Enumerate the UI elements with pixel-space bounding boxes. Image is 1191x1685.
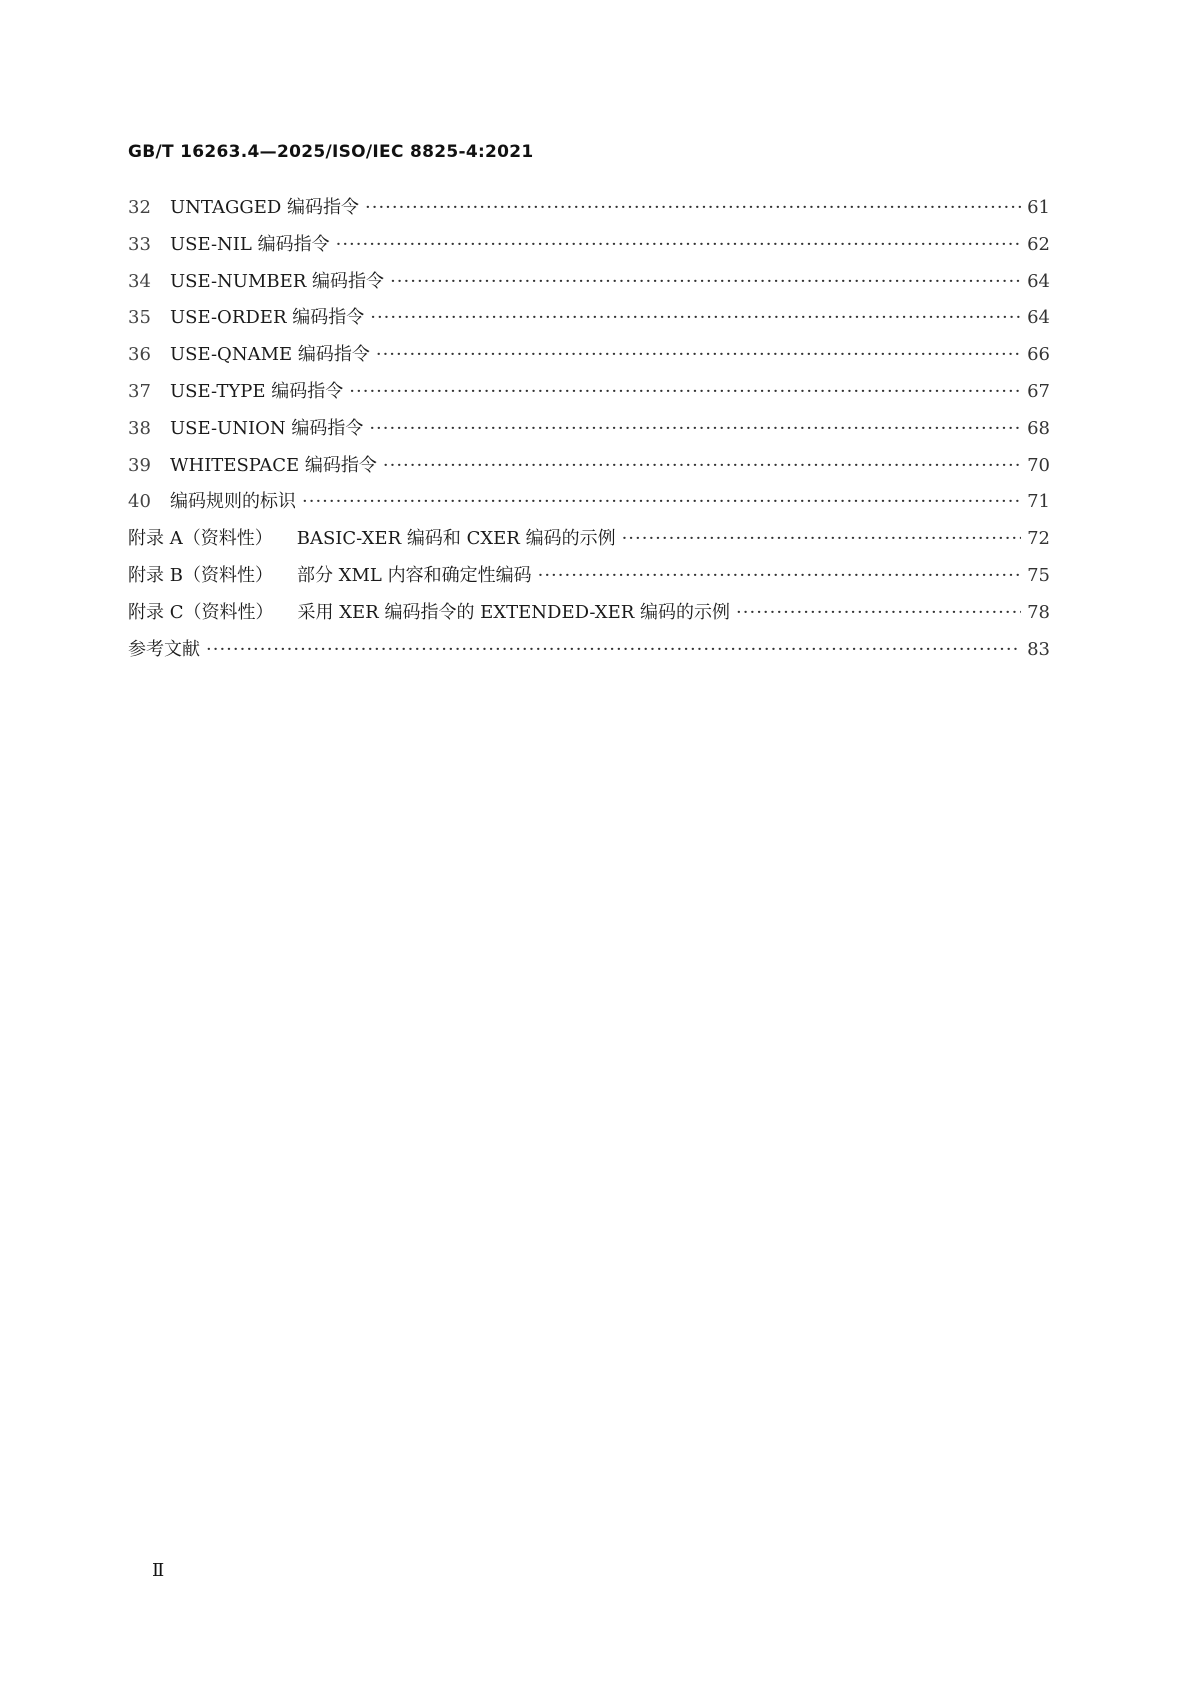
toc-entry-number: 36 — [128, 344, 151, 366]
toc-entry-number: 32 — [128, 197, 151, 218]
document-header — [128, 142, 534, 162]
toc-entry-page: 71 — [1027, 491, 1050, 513]
toc-entry-32[interactable] — [128, 190, 1050, 227]
toc-entry-title: USE-TYPE 编码指令 — [170, 380, 344, 402]
toc-entry-title: UNTAGGED 编码指令 — [170, 197, 359, 218]
toc-entry-34[interactable] — [128, 264, 1050, 301]
dot-leader — [365, 190, 1021, 227]
dot-leader — [736, 595, 1021, 632]
references-page: 83 — [1027, 638, 1050, 660]
toc-entry-title: USE-UNION 编码指令 — [170, 417, 364, 439]
toc-entry-number: 37 — [128, 380, 151, 402]
toc-entry-page: 70 — [1027, 454, 1050, 476]
dot-leader — [538, 558, 1022, 595]
dot-leader — [383, 448, 1021, 485]
toc-entry-number: 38 — [128, 417, 151, 439]
toc-entry-40[interactable] — [128, 484, 1050, 521]
toc-appendix-b[interactable] — [128, 558, 1050, 595]
standard-number: GB/T 16263.4—2025/ISO/IEC 8825-4:2021 — [128, 142, 534, 162]
appendix-label: 附录 C（资料性） — [128, 601, 274, 623]
toc-entry-title: USE-NUMBER 编码指令 — [170, 270, 385, 292]
dot-leader — [336, 227, 1022, 264]
appendix-page: 78 — [1027, 601, 1050, 623]
toc-entry-39[interactable] — [128, 448, 1050, 485]
toc-appendix-a[interactable] — [128, 521, 1050, 558]
toc-entry-33[interactable] — [128, 227, 1050, 264]
toc-entry-title: WHITESPACE 编码指令 — [170, 454, 377, 476]
dot-leader — [302, 484, 1021, 521]
toc-entry-page: 61 — [1027, 197, 1050, 218]
dot-leader — [390, 264, 1021, 301]
toc-entry-page: 67 — [1027, 380, 1050, 402]
dot-leader — [369, 411, 1021, 448]
appendix-label: 附录 B（资料性） — [128, 564, 273, 586]
dot-leader — [376, 337, 1021, 374]
toc-entry-number: 33 — [128, 233, 151, 255]
toc-entry-number: 34 — [128, 270, 151, 292]
dot-leader — [206, 632, 1021, 669]
toc-entry-title: USE-NIL 编码指令 — [170, 233, 330, 255]
toc-entry-page: 64 — [1027, 307, 1050, 329]
toc-entry-page: 62 — [1027, 233, 1050, 255]
toc-entry-title: USE-ORDER 编码指令 — [170, 307, 365, 329]
appendix-title: 采用 XER 编码指令的 EXTENDED-XER 编码的示例 — [297, 601, 731, 623]
appendix-title: 部分 XML 内容和确定性编码 — [296, 564, 532, 586]
toc-references[interactable] — [128, 632, 1050, 669]
footer-page-number: Ⅱ — [152, 1560, 165, 1581]
toc-entry-page: 68 — [1027, 417, 1050, 439]
dot-leader — [349, 374, 1021, 411]
toc-entry-page: 64 — [1027, 270, 1050, 292]
toc-entry-page: 66 — [1027, 344, 1050, 366]
toc-entry-number: 35 — [128, 307, 151, 329]
table-of-contents — [128, 190, 1050, 668]
references-title: 参考文献 — [128, 638, 200, 660]
toc-entry-number: 40 — [128, 491, 151, 513]
toc-entry-number: 39 — [128, 454, 151, 476]
appendix-title: BASIC-XER 编码和 CXER 编码的示例 — [296, 528, 616, 550]
toc-entry-37[interactable] — [128, 374, 1050, 411]
toc-entry-title: USE-QNAME 编码指令 — [170, 344, 370, 366]
appendix-label: 附录 A（资料性） — [128, 528, 273, 550]
dot-leader — [622, 521, 1022, 558]
dot-leader — [370, 300, 1021, 337]
appendix-page: 75 — [1027, 564, 1050, 586]
appendix-page: 72 — [1027, 528, 1050, 550]
toc-appendix-c[interactable] — [128, 595, 1050, 632]
toc-entry-title: 编码规则的标识 — [170, 491, 296, 513]
toc-entry-35[interactable] — [128, 300, 1050, 337]
toc-entry-38[interactable] — [128, 411, 1050, 448]
toc-entry-36[interactable] — [128, 337, 1050, 374]
